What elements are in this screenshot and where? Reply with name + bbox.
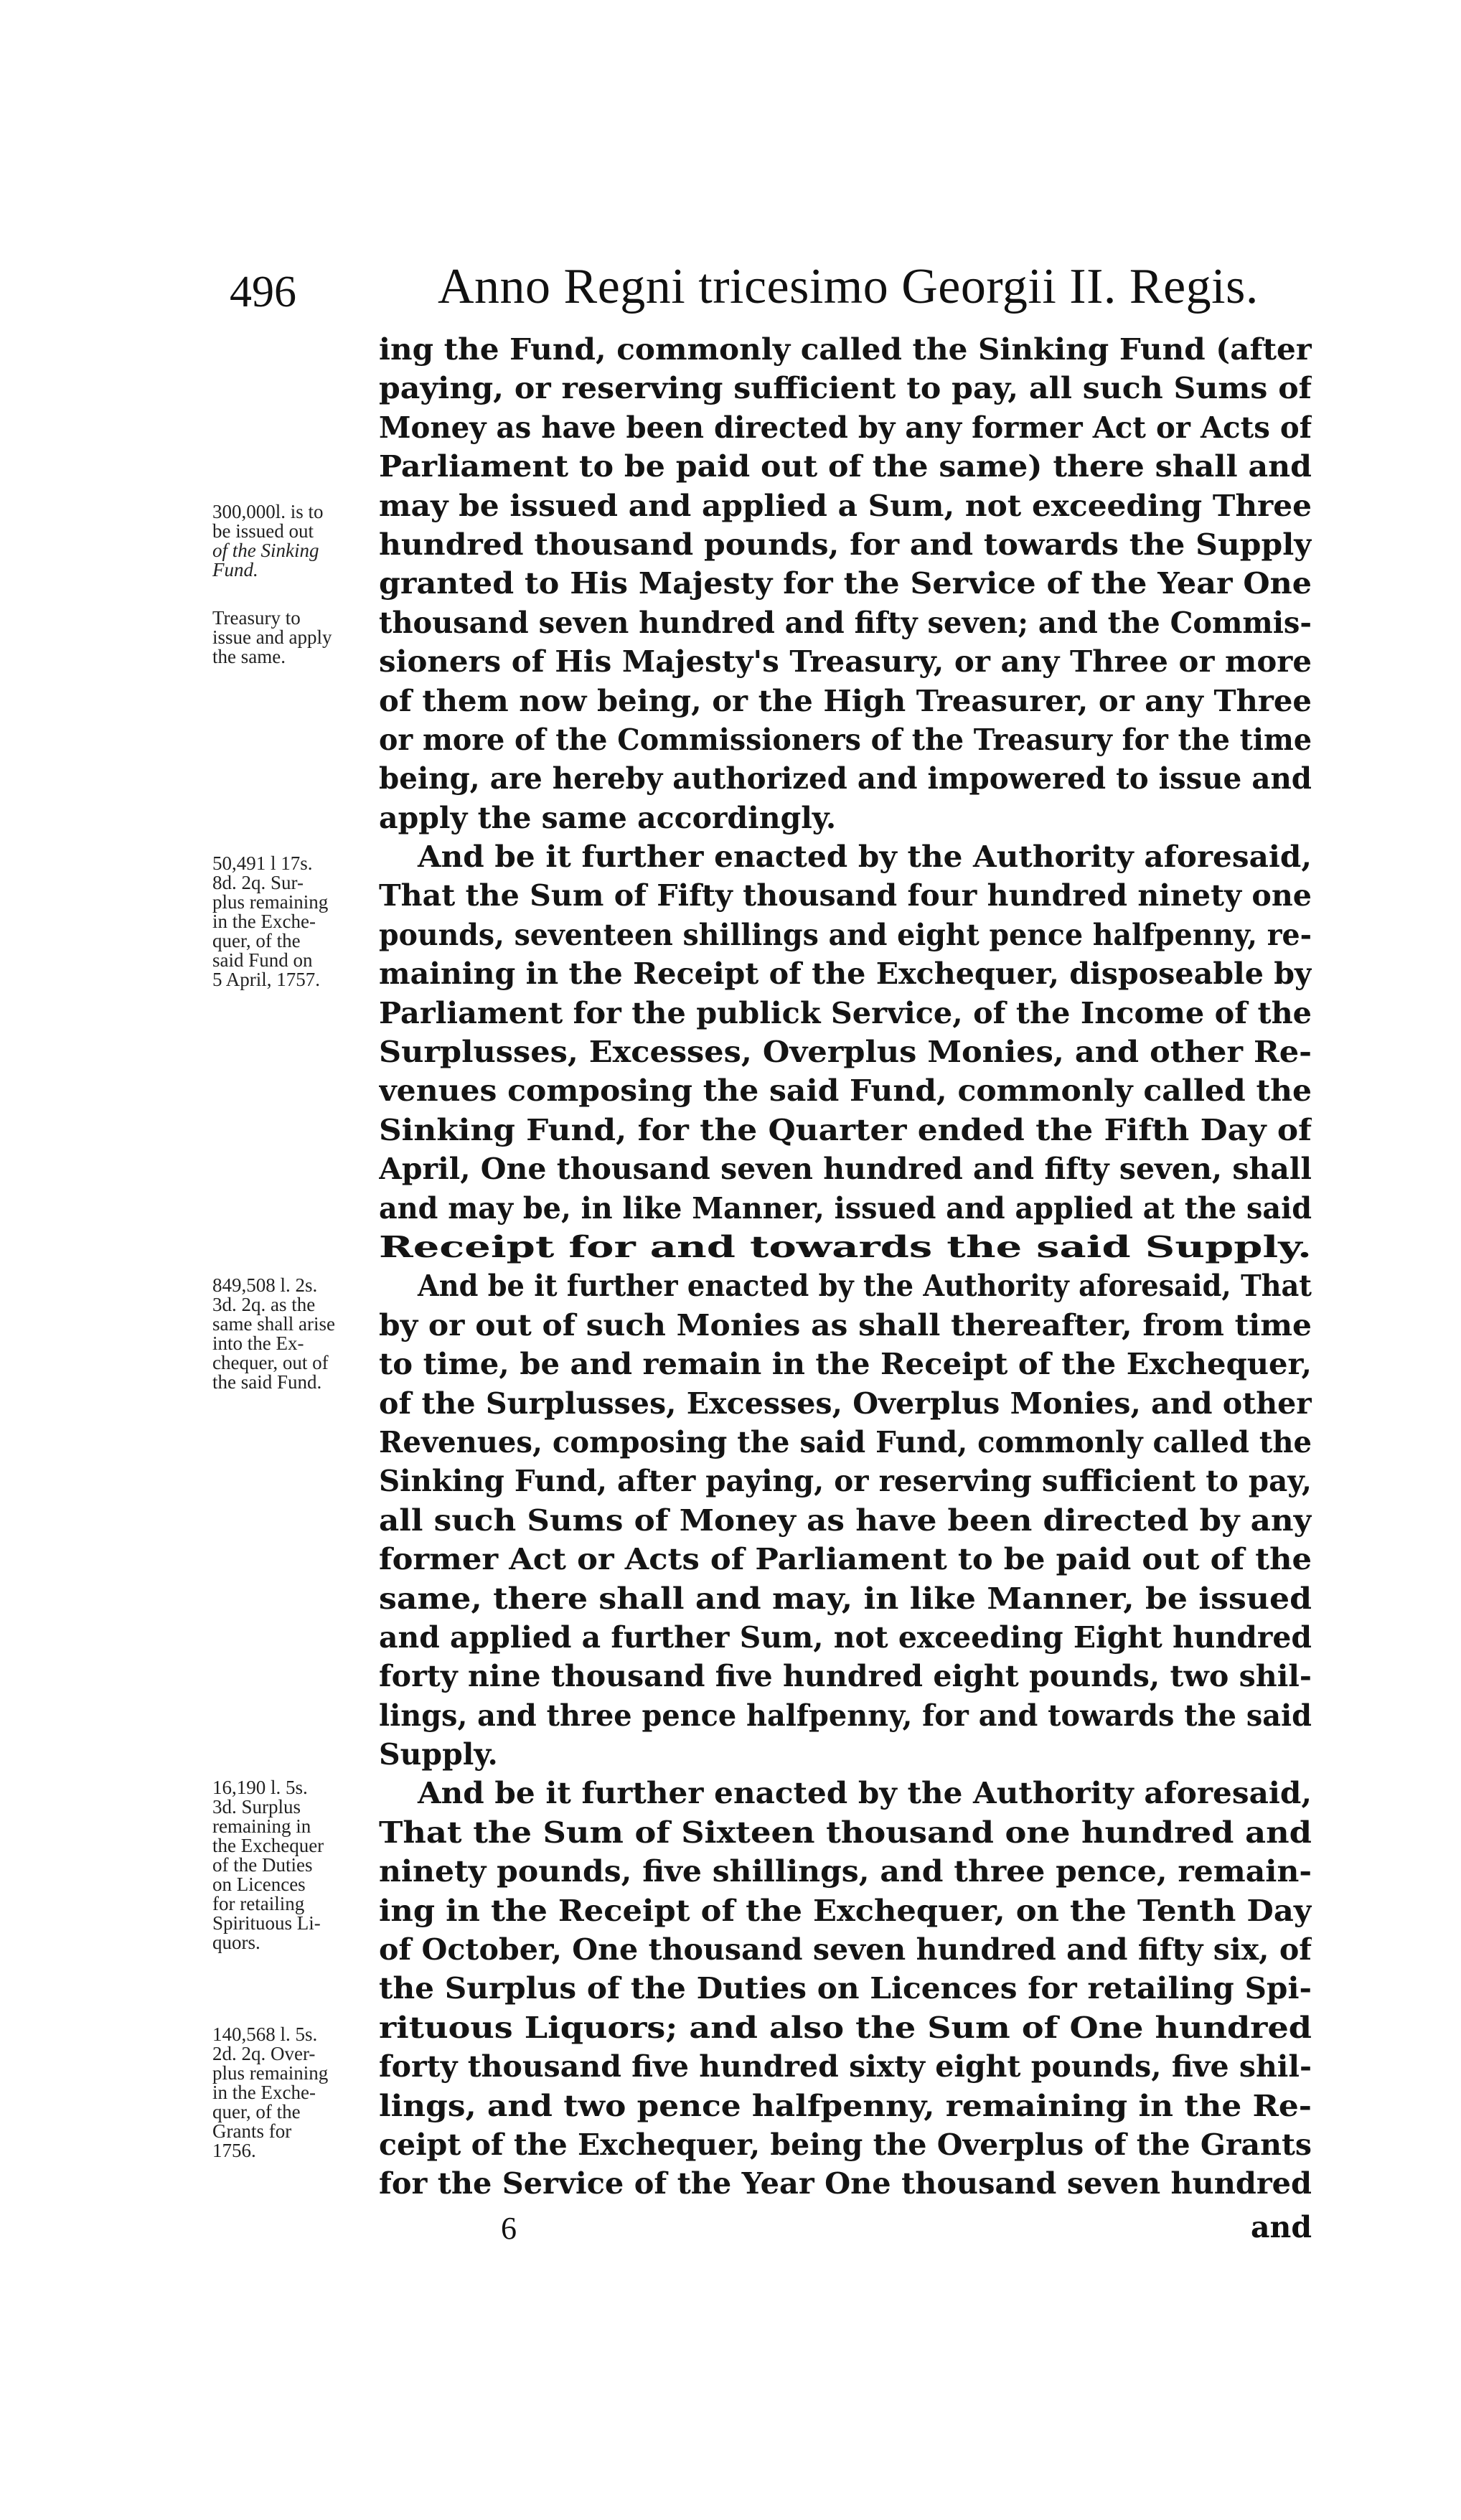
margin-note-line: said Fund on [212, 949, 313, 971]
margin-note-surplus-april [212, 854, 379, 989]
margin-note-line: for retailing [212, 1893, 305, 1914]
margin-note-line: 140,568 l. 5s. [212, 2023, 318, 2045]
text-line: ceipt of the Exchequer, being the Overplus of the Grants [379, 2127, 1312, 2162]
text-line: Revenues, composing the said Fund, commonly called the [379, 1424, 1312, 1459]
text-line: Surplusses, Excesses, Overplus Monies, and other Re- [379, 1035, 1312, 1070]
body-text [379, 330, 1312, 2204]
text-line: pounds, seventeen shillings and eight pence halfpenny, re- [379, 917, 1312, 952]
margin-note-line: of the Duties [212, 1854, 313, 1876]
text-line: Parliament for the publick Service, of the Income of the [379, 995, 1312, 1030]
signature-mark: 6 [501, 2211, 517, 2246]
text-line: or more of the Commissioners of the Treasury for the time [379, 722, 1312, 757]
text-line: Supply. [379, 1737, 498, 1772]
text-line: Parliament to be paid out of the same) there shall and [379, 449, 1312, 484]
text-line: ing the Fund, commonly called the Sinking Fund (after [379, 332, 1312, 367]
text-line: apply the same accordingly. [379, 800, 837, 835]
text-line: and applied a further Sum, not exceeding Eight hundred [379, 1619, 1312, 1655]
text-line: Receipt for and towards the said Supply. [379, 1229, 1312, 1264]
margin-note-line: quors. [212, 1932, 260, 1953]
text-line: by or out of such Monies as shall thereafter, from time [379, 1307, 1312, 1343]
margin-note-exchequer-fund [212, 1276, 379, 1392]
margin-note-line: Treasury to [212, 607, 301, 629]
margin-note-line: 1756. [212, 2140, 256, 2161]
text-line: forty thousand five hundred sixty eight pounds, five shil- [379, 2049, 1312, 2084]
text-line: venues composing the said Fund, commonly called the [379, 1073, 1312, 1109]
text-line: of the Surplusses, Excesses, Overplus Monies, and other [379, 1386, 1312, 1421]
margin-note-line: the Exchequer [212, 1835, 324, 1856]
text-line: hundred thousand pounds, for and towards the Supply [379, 527, 1312, 562]
running-head: Anno Regni tricesimo Georgii II. Regis. [438, 259, 1259, 314]
margin-note-treasury [212, 608, 379, 667]
text-line: to time, be and remain in the Receipt of the Exchequer, [379, 1347, 1312, 1382]
text-line: That the Sum of Fifty thousand four hundred ninety one [379, 878, 1312, 913]
margin-note-line: of the Sinking [212, 540, 319, 561]
text-line: Sinking Fund, after paying, or reserving sufficient to pay, [379, 1464, 1312, 1499]
page-header [230, 258, 1259, 323]
text-line: And be it further enacted by the Authority aforesaid, That [418, 1269, 1312, 1304]
margin-note-line: into the Ex- [212, 1332, 304, 1354]
margin-note-grants-overplus [212, 2025, 379, 2161]
text-line: the Surplus of the Duties on Licences for retailing Spi- [379, 1971, 1312, 2006]
text-line: of them now being, or the High Treasurer, or any Three [379, 683, 1312, 718]
text-line: rituous Liquors; and also the Sum of One hundred [379, 2010, 1312, 2045]
margin-note-line: Spirituous Li- [212, 1912, 321, 1934]
text-line: and may be, in like Manner, issued and applied at the said [379, 1190, 1312, 1226]
margin-note-line: 5 April, 1757. [212, 969, 321, 990]
text-line: Sinking Fund, for the Quarter ended the Fifth Day of [379, 1112, 1312, 1147]
margin-note-line: Grants for [212, 2120, 292, 2142]
margin-note-line: issue and apply [212, 626, 332, 648]
text-line: of October, One thousand seven hundred and fifty six, of [379, 1932, 1312, 1967]
page-footer [379, 2210, 1312, 2253]
margin-note-line: in the Exche- [212, 2082, 316, 2103]
margin-note-line: plus remaining [212, 891, 329, 913]
margin-note-line: same shall arise [212, 1313, 335, 1335]
text-line: paying, or reserving sufficient to pay, all such Sums of [379, 371, 1312, 406]
margin-note-line: remaining in [212, 1815, 311, 1837]
text-line: lings, and three pence halfpenny, for and towards the said [379, 1698, 1312, 1733]
margin-note-line: quer, of the [212, 2101, 301, 2122]
margin-note-line: in the Exche- [212, 911, 316, 932]
text-line: all such Sums of Money as have been directed by any [379, 1503, 1312, 1538]
text-line: may be issued and applied a Sum, not exceeding Three [379, 488, 1312, 523]
text-line: thousand seven hundred and fifty seven; and the Commis- [379, 605, 1312, 640]
margin-note-line: Fund. [212, 559, 258, 580]
text-line: sioners of His Majesty's Treasury, or any Three or more [379, 644, 1312, 680]
text-line: Money as have been directed by any former Act or Acts of [379, 410, 1312, 445]
margin-note-line: 50,491 l 17s. [212, 852, 313, 874]
margin-note-line: 8d. 2q. Sur- [212, 872, 304, 893]
text-line: for the Service of the Year One thousand seven hundred [379, 2166, 1312, 2201]
text-line: And be it further enacted by the Authority aforesaid, [418, 1776, 1312, 1811]
text-line: ing in the Receipt of the Exchequer, on the Tenth Day [379, 1893, 1312, 1928]
text-line: former Act or Acts of Parliament to be paid out of the [379, 1542, 1312, 1577]
margin-note-line: the same. [212, 646, 286, 667]
margin-note-sinking-fund [212, 502, 379, 580]
margin-note-line: quer, of the [212, 930, 301, 951]
margin-note-line: be issued out [212, 520, 314, 542]
text-line: That the Sum of Sixteen thousand one hundred and [379, 1815, 1312, 1850]
catchword: and [1250, 2210, 1312, 2244]
text-line: lings, and two pence halfpenny, remaining in the Re- [379, 2088, 1312, 2123]
margin-note-line: 2d. 2q. Over- [212, 2043, 316, 2064]
text-line: ninety pounds, five shillings, and three pence, remain- [379, 1854, 1312, 1889]
margin-note-line: 16,190 l. 5s. [212, 1777, 308, 1798]
text-line: being, are hereby authorized and impowered to issue and [379, 761, 1312, 796]
margin-note-line: on Licences [212, 1873, 306, 1895]
margin-note-line: the said Fund. [212, 1371, 322, 1393]
text-line: And be it further enacted by the Authority aforesaid, [418, 840, 1312, 875]
margin-note-line: 300,000l. is to [212, 501, 324, 522]
margin-note-licences-surplus [212, 1778, 379, 1952]
text-line: maining in the Receipt of the Exchequer, disposeable by [379, 956, 1312, 992]
text-line: April, One thousand seven hundred and fifty seven, shall [379, 1152, 1312, 1187]
margin-note-line: 849,508 l. 2s. [212, 1274, 318, 1296]
margin-note-line: 3d. 2q. as the [212, 1294, 316, 1315]
text-line: forty nine thousand five hundred eight pounds, two shil- [379, 1659, 1312, 1694]
text-line: granted to His Majesty for the Service of the Year One [379, 566, 1312, 601]
margin-note-line: plus remaining [212, 2062, 329, 2084]
margin-note-line: chequer, out of [212, 1352, 329, 1373]
page-number: 496 [230, 268, 296, 316]
text-line: same, there shall and may, in like Manner, be issued [379, 1581, 1312, 1616]
margin-note-line: 3d. Surplus [212, 1796, 301, 1818]
